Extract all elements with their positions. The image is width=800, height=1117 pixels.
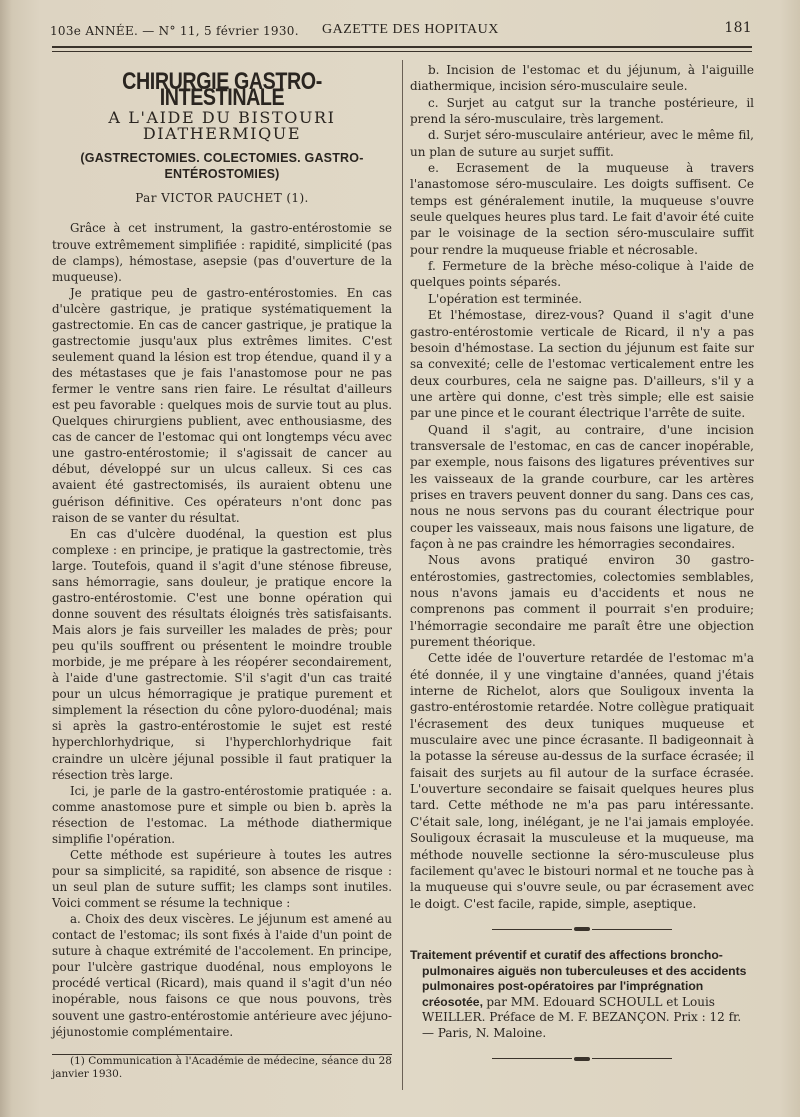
page-header xyxy=(50,18,752,44)
article-subtitle-procedures: (GASTRECTOMIES. COLECTOMIES. GASTRO-ENTÉROSTOMIES) xyxy=(80,151,364,182)
book-notice-authors: par MM. Edouard SCHOULL et Louis WEILLER. Préface de M. F. BEZANÇON. Prix : 12 fr. — Paris, N. Maloine. xyxy=(422,994,742,1040)
paragraph: Cette idée de l'ouverture retardée de l'estomac m'a été donnée, il y une vingtaine d'années, quand j'étais interne de Richelot, alors que Souligoux inventa la gastro-entérostomie retardée. Notre collègue pratiquait l'écrasement des deux tuniques muqueuse et musculaire avec une pince écrasante. Il badigeonnait à la potasse la séreuse au-dessus de la surface écrasée; il faisait des surjets au fil autour de la surface écrasée. L'ouverture secondaire se faisait quelques heures plus tard. Cette méthode ne m'a pas paru intéressante. C'était sale, long, inélégant, je ne l'ai jamais employée. Souligoux écrasait la musculeuse et la muqueuse, ma méthode nouvelle sectionne la séro-musculeuse plus facilement qu'avec le bistouri normal et ne touche pas à la muqueuse qui s'ouvre seule, ou par écrasement avec le doigt. C'est facile, rapide, simple, aseptique. xyxy=(410,651,754,911)
paragraph: L'opération est terminée. xyxy=(428,291,583,306)
header-rule xyxy=(52,46,752,48)
paragraph: Quand il s'agit, au contraire, d'une incision transversale de l'estomac, en cas de cancer inopérable, par exemple, nous faisons des ligatures préventives sur les vaisseaux de la grande courbure, car les artères prises en travers peuvent donner du sang. Dans ces cas, nous ne nous servons pas du courant électrique pour couper les vaisseaux, mais nous faisons une ligature, de façon à ne pas craindre les hémorragies secondaires. xyxy=(410,422,754,551)
column-divider xyxy=(402,60,403,1090)
journal-name: GAZETTE DES HOPITAUX xyxy=(322,22,499,37)
paragraph: Je pratique peu de gastro-entérostomies. En cas d'ulcère gastrique, je pratique systématiquement la gastrectomie. En cas de cancer gastrique, je pratique la gastrectomie jusqu'aux plus extrêmes limites. C'est seulement quand la lésion est trop étendue, quand il y a des métastases que je fais l'anastomose pour ne pas fermer le ventre sans rien faire. Le résultat d'ailleurs est peu favorable : quelques mois de survie tout au plus. Quelques chirurgiens publient, avec enthousiasme, des cas de cancer de l'estomac qui ont longtemps vécu avec une gastro-entérostomie; il s'agissait de cancer au début, développé sur un ulcus calleux. Si ces cas avaient été gastrectomisés, ils auraient obtenu une guérison définitive. Ces opérateurs n'ont donc pas raison de se vanter du résultat. xyxy=(52,285,392,525)
header-rule-thin xyxy=(52,51,752,52)
section-ornament xyxy=(410,922,754,938)
article-title: CHIRURGIE GASTRO-INTESTINALE xyxy=(122,68,322,112)
paragraph: Et l'hémostase, direz-vous? Quand il s'agit d'une gastro-entérostomie verticale de Ricard, il n'y a pas besoin d'hémostase. La section du jéjunum est faite sur sa convexité; celle de l'estomac verticalement entre les deux courbures, cela ne saigne pas. D'ailleurs, s'il y a une artère qui donne, c'est très simple; elle est saisie par une pince et le courant électrique l'arrête de suite. xyxy=(410,308,754,421)
paragraph: Grâce à cet instrument, la gastro-entérostomie se trouve extrêmement simplifiée : rapidité, simplicité (pas de clamps), hémostase, asepsie (pas d'ouverture de la muqueuse). xyxy=(52,221,392,284)
paragraph: e. Ecrasement de la muqueuse à travers l'anastomose séro-musculaire. Les doigts suffisent. Ce temps est généralement inutile, la muqueuse s'ouvre seule quelques heures plus tard. Le fait d'avoir été cuite par le voisinage de la section séro-musculaire suffit pour rendre la muqueuse friable et nécrosable. xyxy=(410,161,754,257)
paragraph: b. Incision de l'estomac et du jéjunum, à l'aiguille diathermique, incision séro-musculaire seule. xyxy=(410,63,754,94)
book-notice-title: Traitement préventif et curatif des affections broncho-pulmonaires aiguës non tuberculeuses et des accidents pulmonaires post-opératoires par l'imprégnation créosotée, xyxy=(410,948,747,1009)
page-number: 181 xyxy=(724,20,752,36)
issue-info: 103e ANNÉE. — N° 11, 5 février 1930. xyxy=(50,24,299,38)
paragraph: d. Surjet séro-musculaire antérieur, avec le même fil, un plan de suture au surjet suffit. xyxy=(410,128,754,159)
paragraph: Nous avons pratiqué environ 30 gastro-entérostomies, gastrectomies, colectomies semblables, nous n'avons jamais eu d'accidents et nous ne comprenons pas comment il pourrait s'en produire; l'hémorragie secondaire me paraît être une objection purement théorique. xyxy=(410,553,754,650)
article-byline: Par VICTOR PAUCHET (1). xyxy=(135,191,309,206)
book-notice xyxy=(410,948,754,1041)
paragraph: Ici, je parle de la gastro-entérostomie pratiquée : a. comme anastomose pure et simple ou bien b. après la résection de l'estomac. La méthode diathermique simplifie l'opération. xyxy=(52,783,392,846)
section-ornament-bottom xyxy=(410,1051,754,1067)
footnote: (1) Communication à l'Académie de médecine, séance du 28 janvier 1930. xyxy=(52,1054,392,1080)
right-column xyxy=(410,62,754,1078)
paragraph: En cas d'ulcère duodénal, la question est plus complexe : en principe, je pratique la gastrectomie, très large. Toutefois, quand il s'agit d'une sténose fibreuse, sans hémorragie, sans douleur, je pratique encore la gastro-entérostomie. C'est une bonne opération qui donne souvent des résultats éloignés très satisfaisants. Mais alors je fais surveiller les malades de près; pour peu qu'ils souffrent ou présentent le moindre trouble morbide, je me prépare à les réopérer secondairement, à l'aide d'une gastrectomie. S'il s'agit d'un cas traité pour un ulcus hémorragique je pratique purement et simplement la résection du cône pyloro-duodénal; mais si après la gastro-entérostomie le sujet est resté hyperchlorhydrique, si l'hyperchlorhydrique fait craindre un ulcère jéjunal possible il faut pratiquer la résection très large. xyxy=(52,526,392,782)
article-subtitle: A L'AIDE DU BISTOURI DIATHERMIQUE xyxy=(108,108,336,144)
left-column xyxy=(52,62,392,1081)
paragraph: f. Fermeture de la brèche méso-colique à l'aide de quelques points séparés. xyxy=(410,259,754,290)
paragraph: Cette méthode est supérieure à toutes les autres pour sa simplicité, sa rapidité, son absence de risque : un seul plan de suture suffit; les clamps sont inutiles. Voici comment se résume la technique : xyxy=(52,847,392,911)
paragraph: c. Surjet au catgut sur la tranche postérieure, il prend la séro-musculaire, très largement. xyxy=(410,95,754,127)
paragraph: a. Choix des deux viscères. Le jéjunum est amené au contact de l'estomac; ils sont fixés à l'aide d'un point de suture à chaque extrémité de l'accolement. En principe, pour l'ulcère gastrique duodénal, nous employons le procédé vertical (Ricard), mais quand il s'agit d'un néo inopérable, nous faisons ce que nous pouvons, très souvent une gastro-entérostomie antérieure avec jéjuno-jéjunostomie complémentaire. xyxy=(52,912,392,1039)
